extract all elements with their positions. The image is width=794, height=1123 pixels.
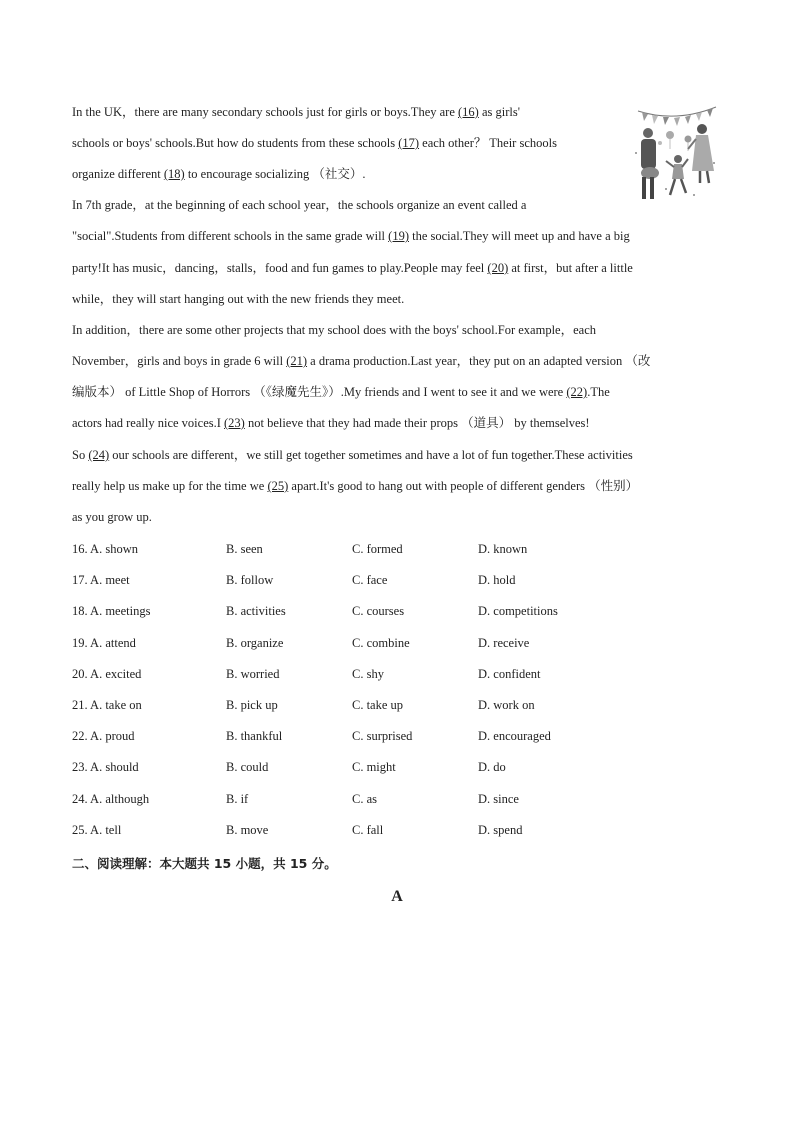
option-b-q20[interactable]: B. worried	[226, 666, 280, 681]
option-d-q19[interactable]: D. receive	[478, 635, 530, 650]
option-b-q25[interactable]: B. move	[226, 822, 269, 837]
option-c-q24[interactable]: C. as	[352, 791, 377, 806]
blank-21[interactable]: (21)	[286, 354, 308, 368]
option-d-q23[interactable]: D. do	[478, 760, 506, 775]
option-d-q24[interactable]: D. since	[478, 791, 519, 806]
option-a-q23[interactable]: 23. A. should	[72, 760, 139, 775]
option-a-q19[interactable]: 19. A. attend	[72, 635, 136, 650]
passage-line-10: 编版本） of Little Shop of Horrors （《绿魔先生》）.My friends and I went to see it and we were (22).The	[72, 385, 610, 399]
passage-line-11: actors had really nice voices.I (23) not believe that they had made their props （道具） by themselves!	[72, 416, 590, 430]
passage-line-6: party!It has music，dancing，stalls，food and fun games to play.People may feel (20) at first，but after a little	[72, 261, 633, 275]
option-a-q17[interactable]: 17. A. meet	[72, 573, 130, 588]
passage-line-12: So (24) our schools are different，we still get together sometimes and have a lot of fun together.These activities	[72, 448, 633, 462]
option-b-q23[interactable]: B. could	[226, 760, 269, 775]
option-a-q25[interactable]: 25. A. tell	[72, 822, 122, 837]
option-d-q16[interactable]: D. known	[478, 542, 528, 556]
blank-19[interactable]: (19)	[388, 229, 409, 243]
blank-23[interactable]: (23)	[224, 416, 245, 430]
blank-20[interactable]: (20)	[487, 261, 509, 275]
option-d-q17[interactable]: D. hold	[478, 573, 516, 588]
option-c-q21[interactable]: C. take up	[352, 698, 404, 712]
party-illustration	[630, 103, 722, 211]
passage-line-2: schools or boys' schools.But how do students from these schools (17) each other？ Their schools	[72, 136, 557, 150]
option-c-q16[interactable]: C. formed	[352, 542, 403, 556]
blank-22[interactable]: (22)	[566, 385, 588, 399]
passage-line-13: really help us make up for the time we (25) apart.It's good to hang out with people of different genders （性别）	[72, 479, 639, 493]
passage-line-4: In 7th grade，at the beginning of each school year，the schools organize an event called a	[72, 198, 527, 212]
option-c-q25[interactable]: C. fall	[352, 822, 384, 837]
passage-line-7: while，they will start hanging out with the new friends they meet.	[72, 292, 405, 306]
passage-line-5: "social".Students from different schools in the same grade will (19) the social.They will meet up and have a big	[72, 229, 630, 243]
section-title: 二、阅读理解：本大题共 15 小题，共 15 分。	[72, 856, 337, 871]
passage-line-14: as you grow up.	[72, 510, 152, 524]
option-d-q18[interactable]: D. competitions	[478, 604, 558, 619]
option-a-q24[interactable]: 24. A. although	[72, 791, 150, 806]
option-a-q22[interactable]: 22. A. proud	[72, 729, 135, 744]
option-b-q19[interactable]: B. organize	[226, 635, 284, 650]
option-d-q25[interactable]: D. spend	[478, 822, 523, 837]
blank-16[interactable]: (16)	[458, 105, 479, 119]
blank-17[interactable]: (17)	[398, 136, 420, 150]
option-a-q16[interactable]: 16. A. shown	[72, 542, 138, 556]
option-a-q18[interactable]: 18. A. meetings	[72, 604, 151, 619]
option-c-q22[interactable]: C. surprised	[352, 729, 413, 744]
option-b-q21[interactable]: B. pick up	[226, 698, 278, 712]
blank-24[interactable]: (24)	[88, 448, 110, 462]
passage-line-1: In the UK，there are many secondary schools just for girls or boys.They are (16) as girls'	[72, 105, 520, 119]
blank-18[interactable]: (18)	[163, 167, 185, 181]
option-a-q20[interactable]: 20. A. excited	[72, 666, 142, 681]
blank-25[interactable]: (25)	[267, 479, 289, 493]
option-c-q17[interactable]: C. face	[352, 573, 388, 588]
option-a-q21[interactable]: 21. A. take on	[72, 698, 142, 712]
option-d-q21[interactable]: D. work on	[478, 698, 535, 712]
option-b-q22[interactable]: B. thankful	[226, 729, 283, 744]
option-b-q18[interactable]: B. activities	[226, 604, 286, 619]
option-c-q23[interactable]: C. might	[352, 760, 396, 775]
option-b-q24[interactable]: B. if	[226, 791, 249, 806]
passage-line-9: November，girls and boys in grade 6 will (21) a drama production.Last year，they put on an adapted version （改	[72, 354, 651, 368]
option-c-q18[interactable]: C. courses	[352, 604, 405, 619]
option-b-q17[interactable]: B. follow	[226, 573, 274, 588]
option-d-q20[interactable]: D. confident	[478, 666, 541, 681]
option-d-q22[interactable]: D. encouraged	[478, 729, 551, 744]
option-b-q16[interactable]: B. seen	[226, 542, 263, 556]
part-label: A	[391, 888, 403, 905]
passage-line-8: In addition，there are some other projects that my school does with the boys' school.For example，each	[72, 323, 596, 337]
passage-line-3: organize different (18) to encourage socializing （社交）.	[72, 167, 366, 181]
option-c-q19[interactable]: C. combine	[352, 635, 410, 650]
option-c-q20[interactable]: C. shy	[352, 666, 384, 681]
